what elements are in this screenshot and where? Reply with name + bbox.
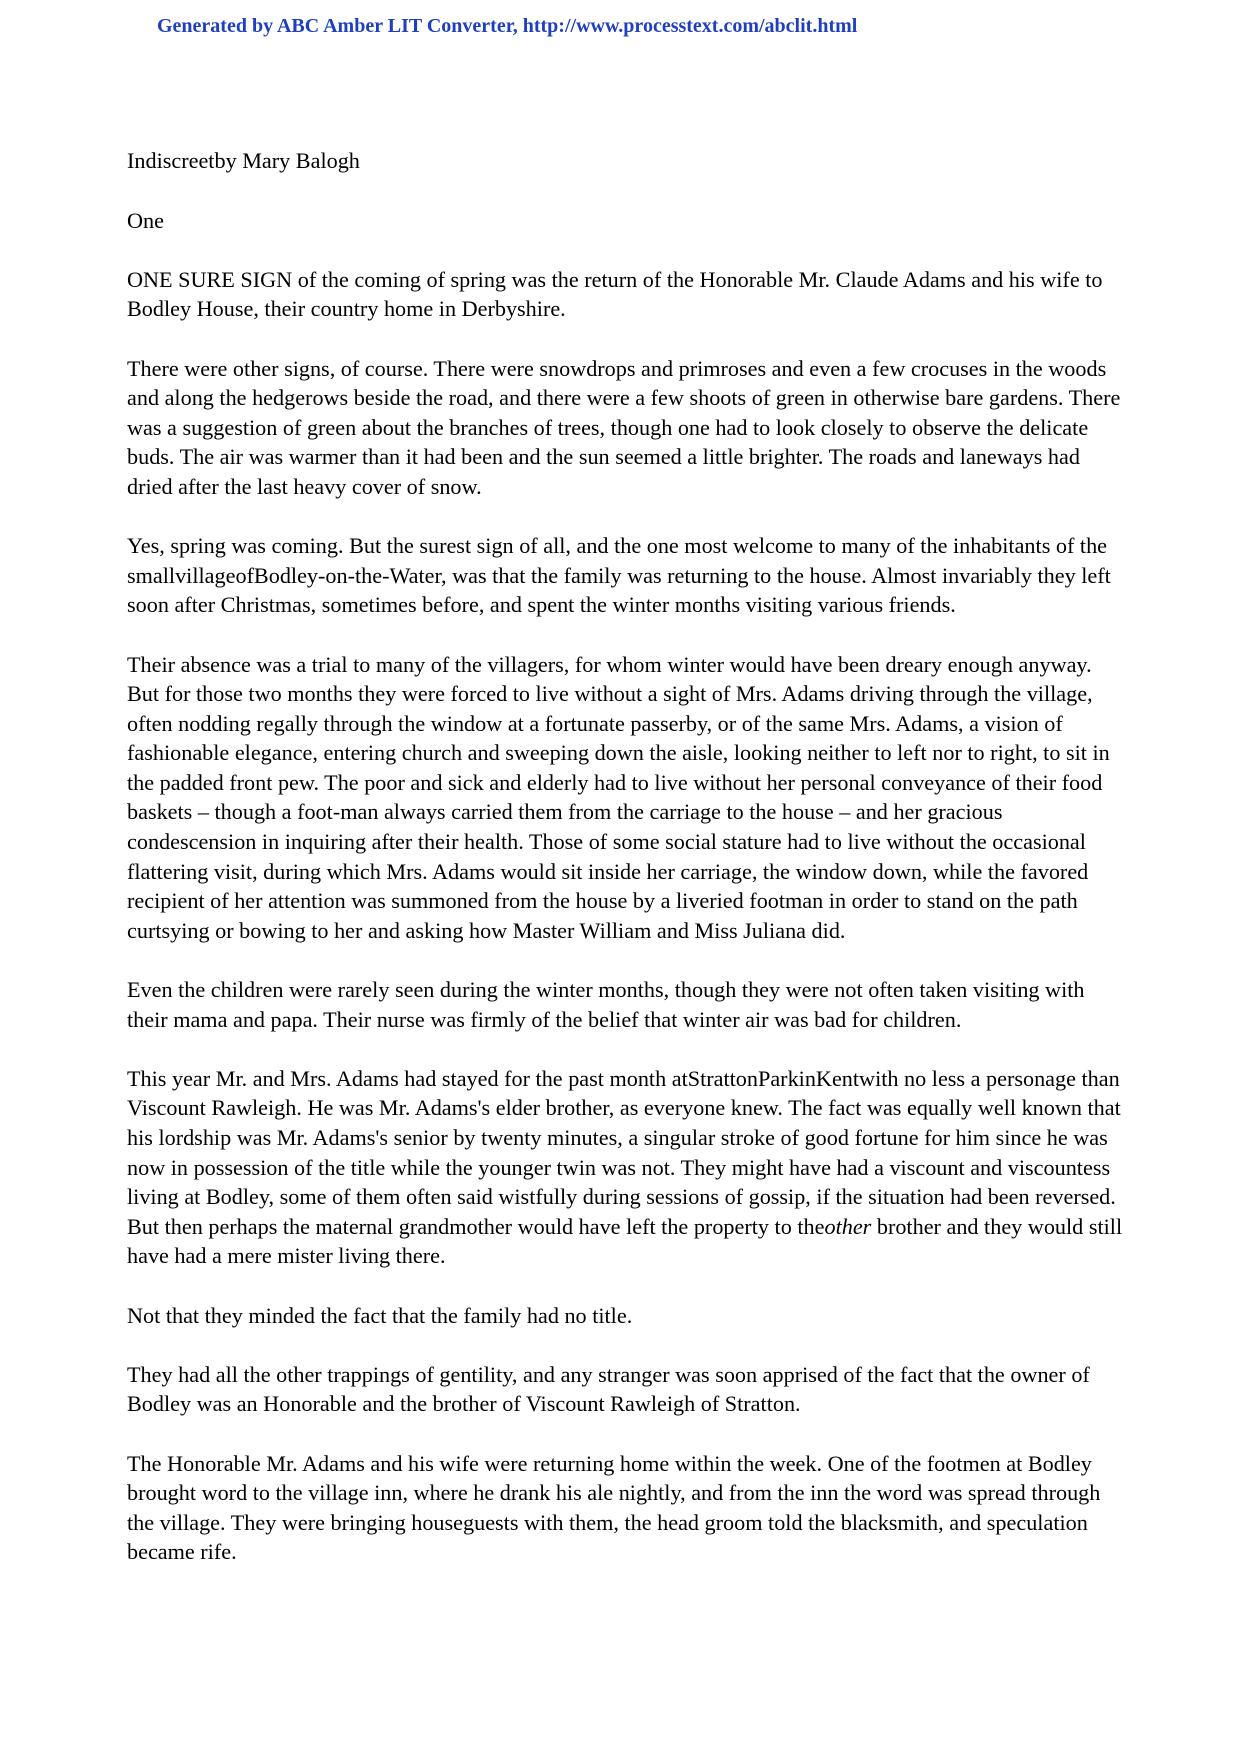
paragraph: They had all the other trappings of gentility, and any stranger was soon apprised of the fact that the owner of Bodley was an Honorable and the brother of Viscount Rawleigh of Stratton. [127,1361,1090,1417]
paragraph-text: This year Mr. and Mrs. Adams had stayed for the past month atStrattonParkinKentwith no less a personage than Viscount Rawleigh. He was Mr. Adams's elder brother, as everyone knew. The fact was equally well known that his lordship was Mr. Adams's senior by twenty minutes, a singular stroke of good fortune for him since he was now in possession of the title while the younger twin was not. They might have had a viscount and viscountess living at Bodley, some of them often said wistfully during sessions of gossip, if the situation had been reversed. But then perhaps the maternal grandmother would have left the property to the [127,1065,1121,1239]
paragraph: The Honorable Mr. Adams and his wife were returning home within the week. One of the footmen at Bodley brought word to the village inn, where he drank his ale nightly, and from the inn the word was spread through the village. They were bringing houseguests with them, the head groom told the blacksmith, and speculation became rife. [127,1450,1101,1565]
paragraph: Yes, spring was coming. But the surest sign of all, and the one most welcome to many of the inhabitants of the smallvillageofBodley-on-the-Water, was that the family was returning to the house. Almost invariably they left soon after Christmas, sometimes before, and spent the winter months visiting various friends. [127,533,1111,618]
paragraph: There were other signs, of course. There were snowdrops and primroses and even a few crocuses in the woods and along the hedgerows beside the road, and there were a few shoots of green in otherwise bare gardens. There was a suggestion of green about the branches of trees, though one had to look closely to observe the delicate buds. The air was warmer than it had been and the sun seemed a little brighter. The roads and laneways had dried after the last heavy cover of snow. [127,355,1121,499]
paragraph: Their absence was a trial to many of the villagers, for whom winter would have been dreary enough anyway. But for those two months they were forced to live without a sight of Mrs. Adams driving through the village, often nodding regally through the window at a fortunate passerby, or of the same Mrs. Adams, a vision of fashionable elegance, entering church and sweeping down the aisle, looking neither to left nor to right, to sit in the padded front pew. The poor and sick and elderly had to live without her personal conveyance of their food baskets – though a foot-man always carried them from the carriage to the house – and her gracious condescension in inquiring after their health. Those of some social stature had to live without the occasional flattering visit, during which Mrs. Adams would sit inside her carriage, the window down, while the favored recipient of her attention was summoned from the house by a liveried footman in order to stand on the path curtsying or bowing to her and asking how Master William and Miss Juliana did. [127,651,1110,943]
converter-link[interactable]: Generated by ABC Amber LIT Converter, http://www.processtext.com/abclit.html [157,15,858,37]
paragraph: Not that they minded the fact that the family had no title. [127,1302,633,1328]
paragraph-rawleigh [127,1064,1127,1271]
chapter-heading: One [127,207,164,233]
document-body [127,146,1127,1597]
paragraph: ONE SURE SIGN of the coming of spring was the return of the Honorable Mr. Claude Adams and his wife to Bodley House, their country home in Derbyshire. [127,266,1103,322]
italic-word: other [824,1213,872,1239]
paragraph-text: brother and they would still have had a mere mister living there. [127,1213,1123,1269]
book-title-line: Indiscreetby Mary Balogh [127,148,360,173]
paragraph: Even the children were rarely seen during the winter months, though they were not often taken visiting with their mama and papa. Their nurse was firmly of the belief that winter air was bad for children. [127,977,1085,1032]
